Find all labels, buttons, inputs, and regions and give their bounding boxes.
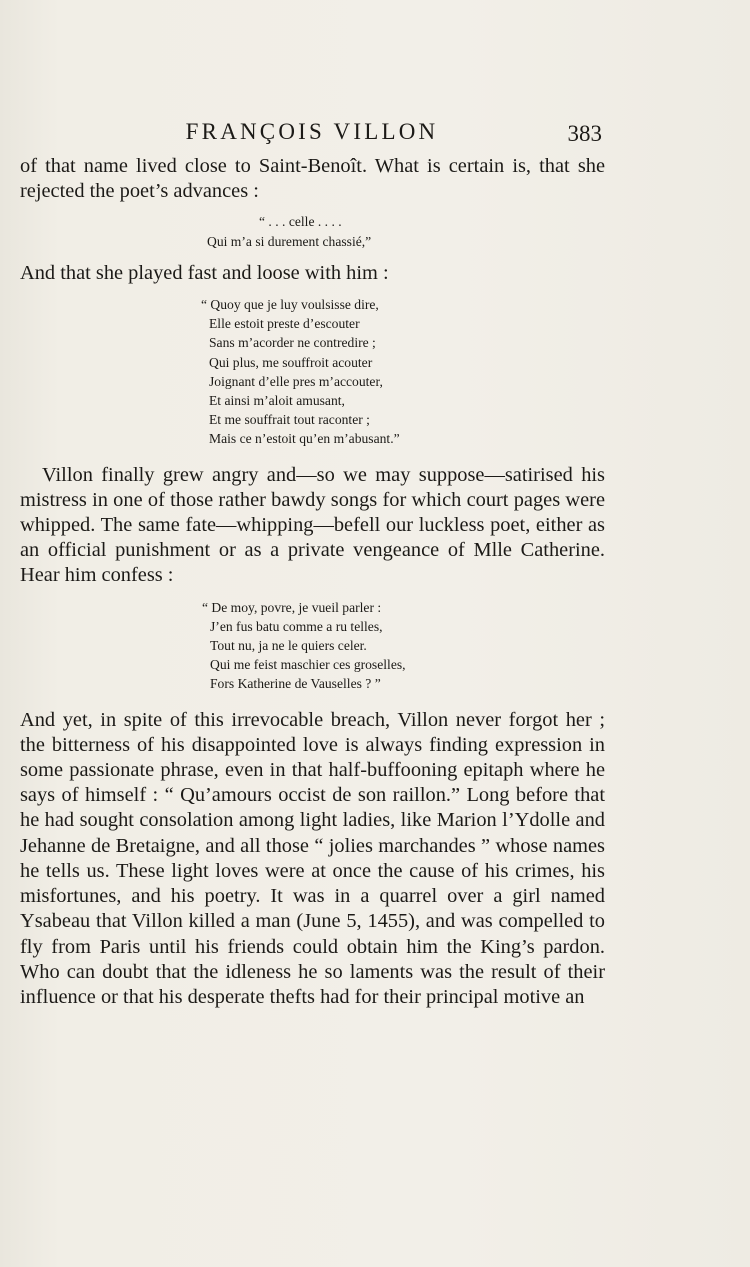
- verse-quotation-3: [202, 598, 605, 694]
- verse-quotation-2: [201, 295, 605, 449]
- verse-quotation-1: [207, 212, 605, 250]
- verse-line: Qui plus, me souffroit acouter: [209, 354, 373, 370]
- verse-line: Fors Katherine de Vauselles ? ”: [210, 676, 381, 692]
- body-text: [20, 154, 605, 1010]
- verse-line: Tout nu, ja ne le quiers celer.: [210, 638, 367, 654]
- verse-line: Qui m’a si durement chassié,”: [207, 233, 372, 249]
- running-head: [20, 117, 604, 151]
- running-title: FRANÇOIS VILLON: [185, 119, 439, 144]
- verse-line: Sans m’acorder ne contredire ;: [209, 335, 376, 351]
- paragraph-3: Villon finally grew angry and—so we may suppose—satirised his mistress in one of those rather bawdy songs for which court pages were whipped. The same fate—whipping—befell our luckless poet, either as an official punishment or as a private vengeance of Mlle Catherine. Hear him confess :: [20, 463, 605, 587]
- verse-line: Mais ce n’estoit qu’en m’abusant.”: [209, 431, 400, 447]
- paragraph-4: And yet, in spite of this irrevocable breach, Villon never forgot her ; the bitterness of his disappointed love is always finding expression in some passionate phrase, even in that half-buffooning epitaph where he says of himself : “ Qu’amours occist de son raillon.” Long before that he had sought consolation among light ladies, like Marion l’Ydolle and Jehanne de Bretaigne, and all those “ jolies marchandes ” whose names he tells us. These light loves were at once the cause of his crimes, his misfortunes, and his poetry. It was in a quarrel over a girl named Ysabeau that Villon killed a man (June 5, 1455), and was compelled to fly from Paris until his friends could obtain him the King’s pardon. Who can doubt that the idleness he so laments was the result of their influence or that his desperate thefts had for their principal motive an: [20, 708, 605, 1008]
- verse-line: Joignant d’elle pres m’accouter,: [209, 373, 383, 389]
- verse-line: Elle estoit preste d’escouter: [209, 316, 360, 332]
- verse-line: Et ainsi m’aloit amusant,: [209, 393, 345, 409]
- paragraph-1: of that name lived close to Saint-Benoît. What is certain is, that she rejected the poet’s advances :: [20, 155, 605, 203]
- verse-line: “ Quoy que je luy voulsisse dire,: [201, 297, 379, 313]
- verse-line: “ De moy, povre, je vueil parler :: [202, 599, 382, 615]
- verse-line: “ . . . celle . . . .: [259, 214, 342, 230]
- verse-line: Et me souffrait tout raconter ;: [209, 412, 370, 428]
- verse-line: J’en fus batu comme a ru telles,: [210, 618, 383, 634]
- paragraph-2: And that she played fast and loose with him :: [20, 261, 389, 284]
- verse-line: Qui me feist maschier ces groselles,: [210, 657, 406, 673]
- page-number: 383: [567, 121, 602, 146]
